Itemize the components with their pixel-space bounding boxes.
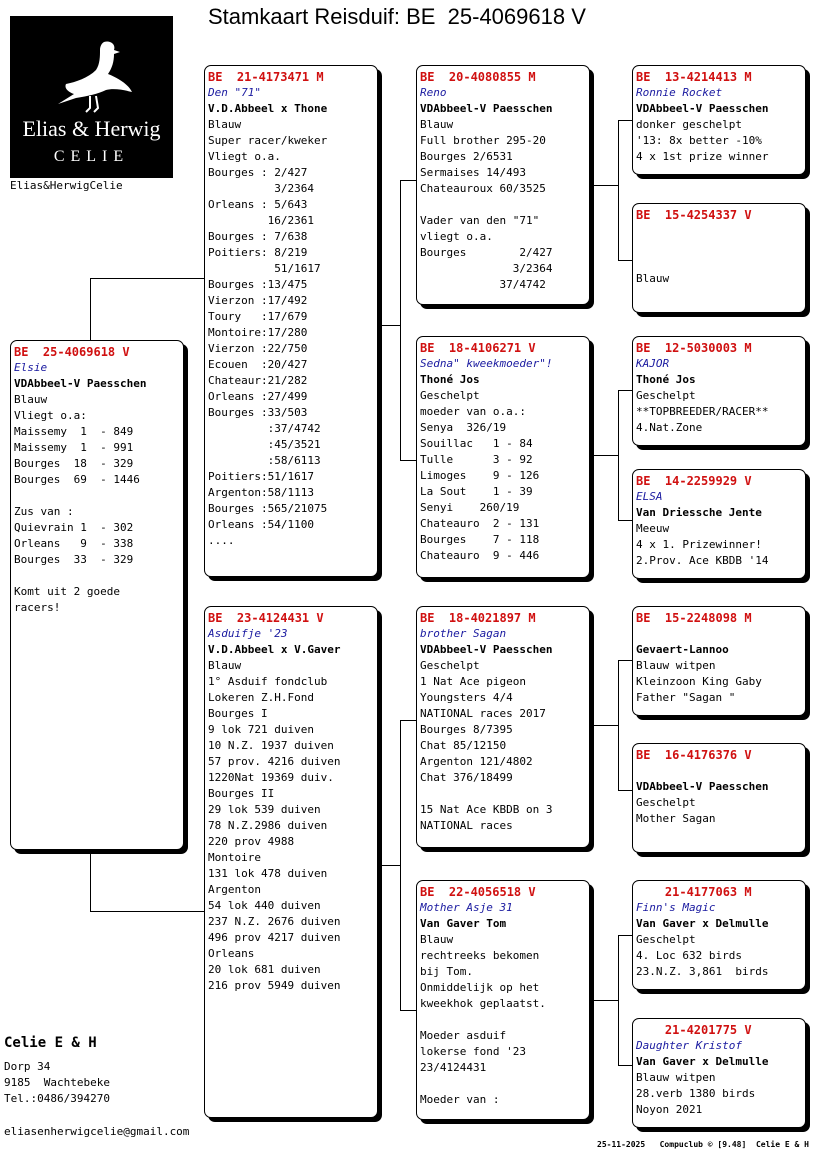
logo-sub: CELIE	[53, 148, 130, 165]
connector-line	[590, 1000, 618, 1001]
info-line: Bourges 8/7395	[420, 723, 513, 736]
info-line: 10 N.Z. 1937 duiven	[208, 739, 334, 752]
pigeon-nickname: brother Sagan	[420, 627, 507, 640]
connector-line	[618, 120, 619, 260]
info-line: vliegt o.a.	[420, 230, 493, 243]
info-line: Vierzon :17/492	[208, 294, 308, 307]
info-line	[636, 255, 805, 271]
pigeon-nickname	[636, 626, 805, 642]
breeder-name: V.D.Abbeel x V.Gaver	[208, 643, 341, 656]
pigeon-nickname: Daughter Kristof	[636, 1039, 742, 1052]
info-line: donker geschelpt	[636, 118, 742, 131]
info-line: 37/4742	[420, 278, 546, 291]
pigeon-card-ds	[416, 606, 590, 848]
info-line: Father "Sagan "	[636, 691, 736, 704]
info-line: moeder van o.a.:	[420, 405, 526, 418]
breeder-name	[636, 239, 805, 255]
connector-line	[400, 180, 416, 181]
info-line: Toury :17/679	[208, 310, 308, 323]
info-line: 2.Prov. Ace KBDB '14	[636, 554, 769, 567]
info-line: racers!	[14, 601, 61, 614]
info-line: Blauw	[208, 118, 242, 131]
breeder-name: VDAbbeel-V Paesschen	[636, 780, 769, 793]
breeder-name: VDAbbeel-V Paesschen	[636, 102, 769, 115]
info-line: 57 prov. 4216 duiven	[208, 755, 341, 768]
info-line: Argenton	[208, 883, 261, 896]
pigeon-nickname: Asduifje '23	[208, 627, 288, 640]
info-line: Maissemy 1 - 849	[14, 425, 134, 438]
pigeon-nickname: ELSA	[636, 490, 663, 503]
info-line: 1220Nat 19369 duiv.	[208, 771, 334, 784]
info-line: Moeder asduif	[420, 1029, 507, 1042]
info-line: Montoire:17/280	[208, 326, 308, 339]
connector-line	[400, 720, 401, 1010]
info-line: kweekhok geplaatst.	[420, 997, 546, 1010]
pigeon-nickname: KAJOR	[636, 357, 670, 370]
info-line: Bourges 69 - 1446	[14, 473, 140, 486]
page-title: Stamkaart Reisduif: BE 25-4069618 V	[208, 4, 586, 29]
info-line: Geschelpt	[636, 389, 696, 402]
info-line: Youngsters 4/4	[420, 691, 513, 704]
info-line	[14, 568, 183, 584]
connector-line	[618, 390, 632, 391]
info-line: La Sout 1 - 39	[420, 485, 533, 498]
ring-number: BE 15-4254337 V	[636, 208, 752, 222]
info-line: Full brother 295-20	[420, 134, 546, 147]
info-line: Bourges : 2/427	[208, 166, 308, 179]
connector-line	[618, 660, 619, 790]
info-line: 9 lok 721 duiven	[208, 723, 314, 736]
info-line: lokerse fond '23	[420, 1045, 526, 1058]
connector-line	[90, 278, 204, 279]
connector-line	[590, 725, 618, 726]
pigeon-nickname: Mother Asje 31	[420, 901, 513, 914]
info-line: 15 Nat Ace KBDB on 3	[420, 803, 553, 816]
info-line: Bourges 2/427	[420, 246, 553, 259]
owner-phone: Tel.:0486/394270	[4, 1092, 110, 1105]
owner-address: Dorp 34	[4, 1060, 51, 1073]
ring-number: 21-4177063 M	[636, 885, 752, 899]
logo-caption: Elias&HerwigCelie	[10, 179, 123, 192]
breeder-name: Van Driessche Jente	[636, 506, 762, 519]
info-line: 220 prov 4988	[208, 835, 295, 848]
info-line: Orleans :27/499	[208, 390, 308, 403]
info-line: 51/1617	[208, 262, 321, 275]
info-line: 16/2361	[208, 214, 314, 227]
connector-line	[400, 180, 401, 460]
info-line: Bourges 18 - 329	[14, 457, 134, 470]
ring-number: BE 16-4176376 V	[636, 748, 752, 762]
info-line: Maissemy 1 - 991	[14, 441, 134, 454]
ring-number: BE 15-2248098 M	[636, 611, 752, 625]
pigeon-card-p0	[10, 340, 184, 850]
connector-line	[590, 455, 618, 456]
info-line: Zus van :	[14, 505, 74, 518]
pigeon-card-ss	[416, 65, 590, 305]
info-line: Poitiers:51/1617	[208, 470, 314, 483]
info-line: **TOPBREEDER/RACER**	[636, 405, 769, 418]
info-line: 4 x 1st prize winner	[636, 150, 769, 163]
info-line: Bourges :13/475	[208, 278, 308, 291]
info-line: Komt uit 2 goede	[14, 585, 120, 598]
pigeon-card-ssd	[632, 203, 806, 313]
connector-line	[400, 1010, 416, 1011]
ring-number: BE 22-4056518 V	[420, 885, 536, 899]
connector-line	[618, 260, 632, 261]
info-line: 20 lok 681 duiven	[208, 963, 321, 976]
connector-line	[618, 1065, 632, 1066]
info-line: Geschelpt	[636, 796, 696, 809]
info-line: 3/2364	[420, 262, 553, 275]
connector-line	[378, 865, 400, 866]
info-line: Senya 326/19	[420, 421, 507, 434]
info-line: Orleans 9 - 338	[14, 537, 134, 550]
info-line: 23.N.Z. 3,861 birds	[636, 965, 769, 978]
info-line: 78 N.Z.2986 duiven	[208, 819, 328, 832]
info-line: Geschelpt	[420, 389, 480, 402]
breeder-name: VDAbbeel-V Paesschen	[14, 377, 147, 390]
connector-line	[618, 520, 632, 521]
info-line: Blauw witpen	[636, 659, 716, 672]
pigeon-card-sd	[416, 336, 590, 578]
pigeon-card-dds	[632, 880, 806, 990]
info-line: Bourges 7 - 118	[420, 533, 540, 546]
info-line: Vliegt o.a:	[14, 409, 87, 422]
pigeon-card-sds	[632, 336, 806, 446]
info-line: 131 lok 478 duiven	[208, 867, 328, 880]
info-line: Blauw	[208, 659, 242, 672]
info-line: 23/4124431	[420, 1061, 487, 1074]
pigeon-nickname: Ronnie Rocket	[636, 86, 723, 99]
connector-line	[378, 325, 400, 326]
info-line: Bourges : 7/638	[208, 230, 308, 243]
info-line: Kleinzoon King Gaby	[636, 675, 762, 688]
info-line: ....	[208, 534, 235, 547]
info-line: 237 N.Z. 2676 duiven	[208, 915, 341, 928]
pigeon-card-dss	[632, 606, 806, 716]
info-line: 216 prov 5949 duiven	[208, 979, 341, 992]
info-line: Argenton:58/1113	[208, 486, 314, 499]
connector-line	[400, 720, 416, 721]
logo-name: Elias & Herwig	[22, 116, 161, 141]
info-line: Blauw	[420, 118, 454, 131]
info-line: rechtreeks bekomen	[420, 949, 540, 962]
info-line: Chateaur:21/282	[208, 374, 308, 387]
info-line: Senyi 260/19	[420, 501, 520, 514]
connector-line	[618, 790, 632, 791]
connector-line	[400, 460, 416, 461]
logo	[10, 16, 173, 178]
pigeon-nickname	[636, 763, 805, 779]
info-line	[420, 197, 589, 213]
ring-number: BE 14-2259929 V	[636, 474, 752, 488]
info-line: Geschelpt	[636, 933, 696, 946]
info-line: Blauw witpen	[636, 1071, 716, 1084]
pigeon-nickname: Reno	[420, 86, 447, 99]
breeder-name: V.D.Abbeel x Thone	[208, 102, 328, 115]
pigeon-card-s	[204, 65, 378, 577]
owner-city: 9185 Wachtebeke	[4, 1076, 110, 1089]
connector-line	[618, 120, 632, 121]
connector-line	[618, 660, 632, 661]
info-line: Onmiddelijk op het	[420, 981, 540, 994]
breeder-name: Van Gaver x Delmulle	[636, 917, 769, 930]
info-line: Orleans : 5/643	[208, 198, 308, 211]
info-line: Orleans	[208, 947, 255, 960]
info-line: Bourges 2/6531	[420, 150, 513, 163]
info-line: NATIONAL races	[420, 819, 513, 832]
info-line: Noyon 2021	[636, 1103, 703, 1116]
breeder-name: Thoné Jos	[636, 373, 696, 386]
info-line: Lokeren Z.H.Fond	[208, 691, 314, 704]
info-line: Blauw	[420, 933, 454, 946]
info-line: Geschelpt	[420, 659, 480, 672]
info-line: Blauw	[14, 393, 48, 406]
info-line: 54 lok 440 duiven	[208, 899, 321, 912]
info-line: Bourges II	[208, 787, 275, 800]
info-line: Argenton 121/4802	[420, 755, 533, 768]
ring-number: BE 25-4069618 V	[14, 345, 130, 359]
owner-email[interactable]: eliasenherwigcelie@gmail.com	[4, 1125, 190, 1138]
info-line: Chat 376/18499	[420, 771, 513, 784]
info-line: Chat 85/12150	[420, 739, 507, 752]
ring-number: BE 23-4124431 V	[208, 611, 324, 625]
info-line: Chateauro 2 - 131	[420, 517, 540, 530]
info-line: 28.verb 1380 birds	[636, 1087, 756, 1100]
print-stamp: 25-11-2025 Compuclub © [9.48] Celie E & H	[597, 1140, 809, 1149]
connector-line	[618, 935, 632, 936]
info-line: Bourges :33/503	[208, 406, 308, 419]
info-line: Chateauroux 60/3525	[420, 182, 546, 195]
info-line	[420, 786, 589, 802]
connector-line	[90, 850, 91, 912]
info-line: '13: 8x better -10%	[636, 134, 762, 147]
connector-line	[590, 185, 618, 186]
info-line: Vader van den "71"	[420, 214, 540, 227]
owner-name: Celie E & H	[4, 1035, 97, 1051]
ring-number: BE 21-4173471 M	[208, 70, 324, 84]
info-line: 1° Asduif fondclub	[208, 675, 328, 688]
info-line: Vierzon :22/750	[208, 342, 308, 355]
pigeon-card-sdd	[632, 469, 806, 579]
breeder-name: VDAbbeel-V Paesschen	[420, 102, 553, 115]
breeder-name: Van Gaver Tom	[420, 917, 507, 930]
pigeon-icon	[54, 38, 134, 116]
info-line: :45/3521	[208, 438, 321, 451]
info-line	[420, 1076, 589, 1092]
info-line: 4. Loc 632 birds	[636, 949, 742, 962]
info-line: 29 lok 539 duiven	[208, 803, 321, 816]
info-line: Chateauro 9 - 446	[420, 549, 540, 562]
info-line: Mother Sagan	[636, 812, 716, 825]
info-line: Orleans :54/1100	[208, 518, 314, 531]
info-line: Meeuw	[636, 522, 670, 535]
pigeon-card-d	[204, 606, 378, 1118]
breeder-name: Gevaert-Lannoo	[636, 643, 729, 656]
info-line: Tulle 3 - 92	[420, 453, 533, 466]
connector-line	[90, 278, 91, 340]
breeder-name: Van Gaver x Delmulle	[636, 1055, 769, 1068]
info-line: bij Tom.	[420, 965, 473, 978]
info-line: 496 prov 4217 duiven	[208, 931, 341, 944]
pigeon-nickname: Elsie	[14, 361, 48, 374]
connector-line	[90, 911, 204, 912]
info-line	[14, 488, 183, 504]
info-line: 4.Nat.Zone	[636, 421, 703, 434]
pigeon-card-ddd	[632, 1018, 806, 1128]
info-line: Bourges I	[208, 707, 268, 720]
info-line: Poitiers: 8/219	[208, 246, 308, 259]
info-line: :37/4742	[208, 422, 321, 435]
pigeon-card-sss	[632, 65, 806, 175]
breeder-name: VDAbbeel-V Paesschen	[420, 643, 553, 656]
info-line: NATIONAL races 2017	[420, 707, 546, 720]
ring-number: BE 12-5030003 M	[636, 341, 752, 355]
ring-number: BE 20-4080855 M	[420, 70, 536, 84]
breeder-name: Thoné Jos	[420, 373, 480, 386]
info-line: 1 Nat Ace pigeon	[420, 675, 526, 688]
info-line: Bourges :565/21075	[208, 502, 328, 515]
info-line: 3/2364	[208, 182, 314, 195]
info-line: Montoire	[208, 851, 261, 864]
info-line: Souillac 1 - 84	[420, 437, 533, 450]
info-line	[420, 1012, 589, 1028]
info-line: Bourges 33 - 329	[14, 553, 134, 566]
info-line: 4 x 1. Prizewinner!	[636, 538, 762, 551]
info-line: Vliegt o.a.	[208, 150, 281, 163]
info-line: Ecouen :20/427	[208, 358, 308, 371]
info-line: Sermaises 14/493	[420, 166, 526, 179]
info-line: Moeder van :	[420, 1093, 500, 1106]
info-line: :58/6113	[208, 454, 321, 467]
pigeon-nickname: Finn's Magic	[636, 901, 716, 914]
ring-number: BE 18-4106271 V	[420, 341, 536, 355]
ring-number: BE 13-4214413 M	[636, 70, 752, 84]
connector-line	[618, 935, 619, 1065]
pigeon-nickname: Sedna" kweekmoeder"!	[420, 357, 553, 370]
connector-line	[618, 390, 619, 520]
info-line: Super racer/kweker	[208, 134, 328, 147]
pigeon-nickname	[636, 223, 805, 239]
info-line: Blauw	[636, 272, 670, 285]
info-line: Quievrain 1 - 302	[14, 521, 134, 534]
pigeon-card-dd	[416, 880, 590, 1120]
ring-number: BE 18-4021897 M	[420, 611, 536, 625]
ring-number: 21-4201775 V	[636, 1023, 752, 1037]
pigeon-nickname: Den "71"	[208, 86, 261, 99]
info-line: Limoges 9 - 126	[420, 469, 540, 482]
pigeon-card-dsd	[632, 743, 806, 853]
